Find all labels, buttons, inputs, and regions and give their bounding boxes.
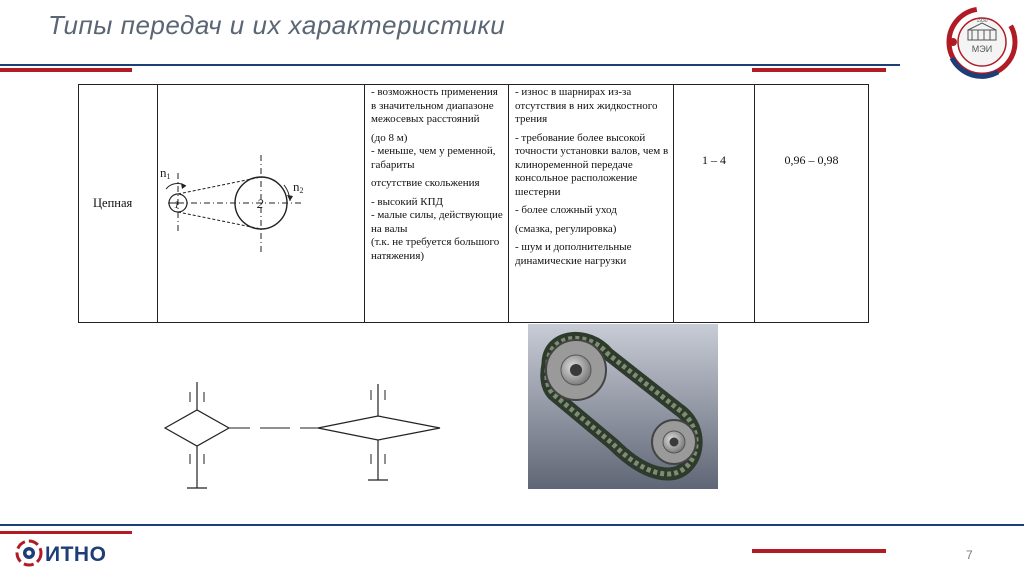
disadvantage-item: - более сложный уход <box>515 204 617 216</box>
cell-name <box>79 85 158 323</box>
logo-year: 1930 <box>976 18 988 24</box>
cell-figure <box>158 85 365 323</box>
institute-seal-icon <box>938 2 1022 84</box>
footer-org-name: ИТНО <box>45 543 107 566</box>
table-row <box>79 85 869 323</box>
institute-logo <box>938 2 1022 84</box>
roller-chain-drive-render <box>528 324 718 489</box>
disadvantage-item: - шум и дополнительные динамические нагрузки <box>515 241 632 267</box>
cell-disadvantages <box>509 85 674 323</box>
cell-efficiency <box>755 85 869 323</box>
advantage-item: - высокий КПД <box>371 195 444 208</box>
slide-title: Типы передач и их характеристики <box>48 10 506 40</box>
header-rule-red-left <box>0 68 132 72</box>
mark-large: 2 <box>257 196 264 211</box>
disadvantage-item: - требование более высокой точности установки валов, чем в клиноременной передаче консольное расположение шестерни <box>515 131 669 198</box>
footer-rule-blue <box>0 524 1024 526</box>
mark-small: 1 <box>174 199 180 211</box>
kinematic-scheme <box>160 380 460 492</box>
label-n1: n1 <box>160 165 171 181</box>
efficiency-value: 0,96 – 0,98 <box>784 153 839 167</box>
header-rule-red-right <box>752 68 886 72</box>
disadvantage-item: (смазка, регулировка) <box>515 222 617 235</box>
itno-logo-icon <box>14 538 44 568</box>
logo-letters: МЭИ <box>971 44 993 54</box>
gear-ratio: 1 – 4 <box>702 153 726 167</box>
gear-types-table <box>78 84 869 323</box>
advantage-item: - возможность применения в значительном диапазоне межосевых расстояний <box>371 86 498 125</box>
drive-type-name: Цепная <box>93 196 133 210</box>
disadvantage-item: - износ в шарнирах из-за отсутствия в них жидкостного трения <box>515 86 658 125</box>
footer-rule-red-right <box>752 549 886 553</box>
advantage-item: - меньше, чем у ременной, габариты <box>371 145 496 171</box>
cell-advantages <box>365 85 509 323</box>
header-rule-blue <box>0 64 900 66</box>
advantage-item: отсутствие скольжения <box>371 177 480 189</box>
advantage-item: (до 8 м) <box>371 131 408 144</box>
advantage-item: - малые силы, действующие на валы <box>371 209 503 235</box>
advantage-item: (т.к. не требуется большого натяжения) <box>371 236 500 262</box>
chain-drive-scheme <box>158 85 364 317</box>
cell-ratio <box>674 85 755 323</box>
page-number: 7 <box>966 548 973 562</box>
footer-rule-red-left <box>0 531 132 534</box>
label-n2: n2 <box>293 179 304 195</box>
